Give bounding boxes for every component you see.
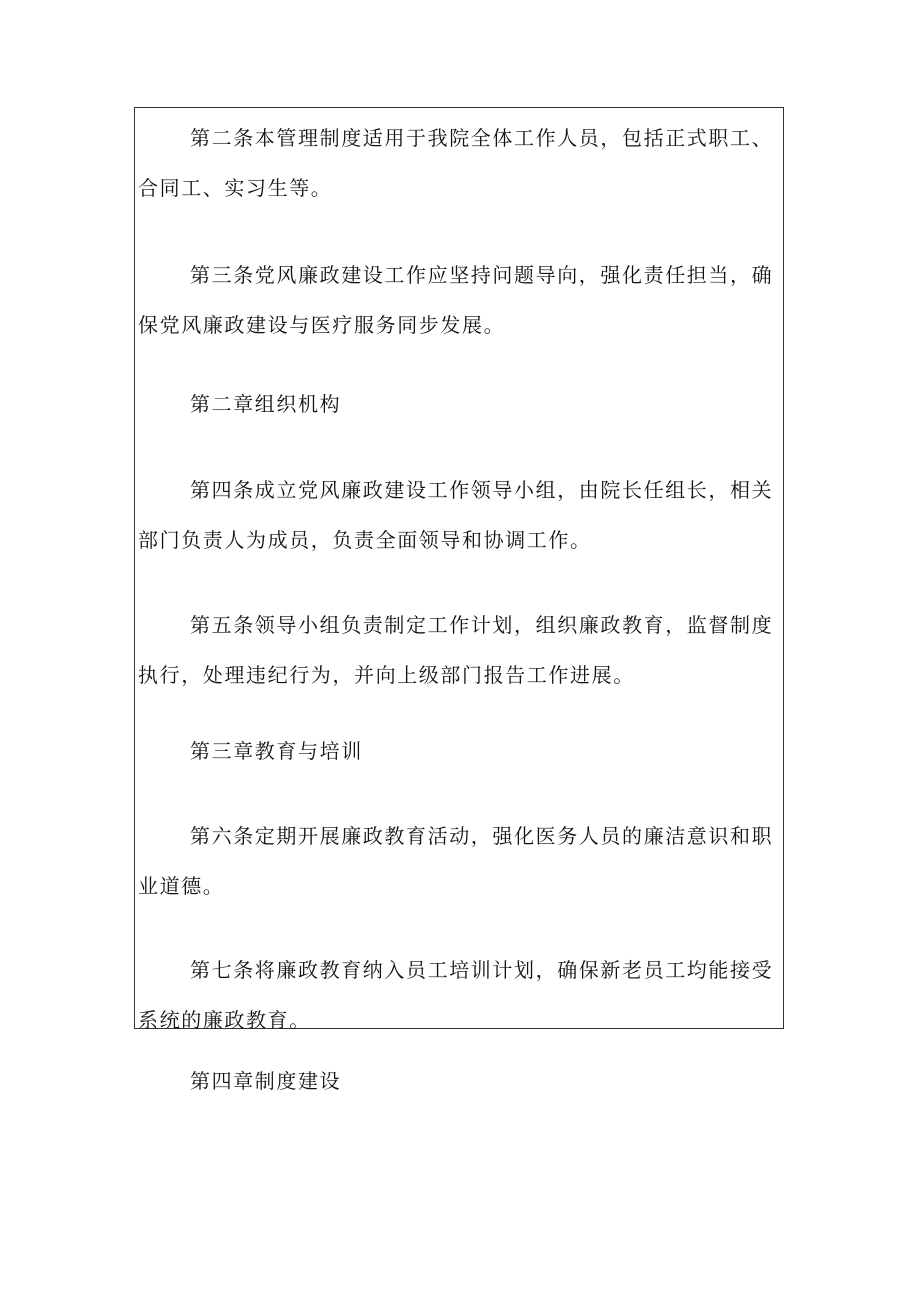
article-3: 第三条党风廉政建设工作应坚持问题导向，强化责任担当，确保党风廉政建设与医疗服务同步发展。 xyxy=(138,263,774,337)
article-6: 第六条定期开展廉政教育活动，强化医务人员的廉洁意识和职业道德。 xyxy=(138,824,774,898)
article-4: 第四条成立党风廉政建设工作领导小组，由院长任组长，相关部门负责人为成员，负责全面领导和协调工作。 xyxy=(138,478,774,552)
article-7: 第七条将廉政教育纳入员工培训计划，确保新老员工均能接受系统的廉政教育。 xyxy=(138,958,774,1032)
chapter-4-heading: 第四章制度建设 xyxy=(190,1069,342,1093)
chapter-2-heading: 第二章组织机构 xyxy=(190,392,342,416)
article-5: 第五条领导小组负责制定工作计划，组织廉政教育，监督制度执行，处理违纪行为，并向上级部门报告工作进展。 xyxy=(138,613,774,687)
chapter-3-heading: 第三章教育与培训 xyxy=(190,739,363,763)
article-2: 第二条本管理制度适用于我院全体工作人员，包括正式职工、合同工、实习生等。 xyxy=(138,126,774,200)
